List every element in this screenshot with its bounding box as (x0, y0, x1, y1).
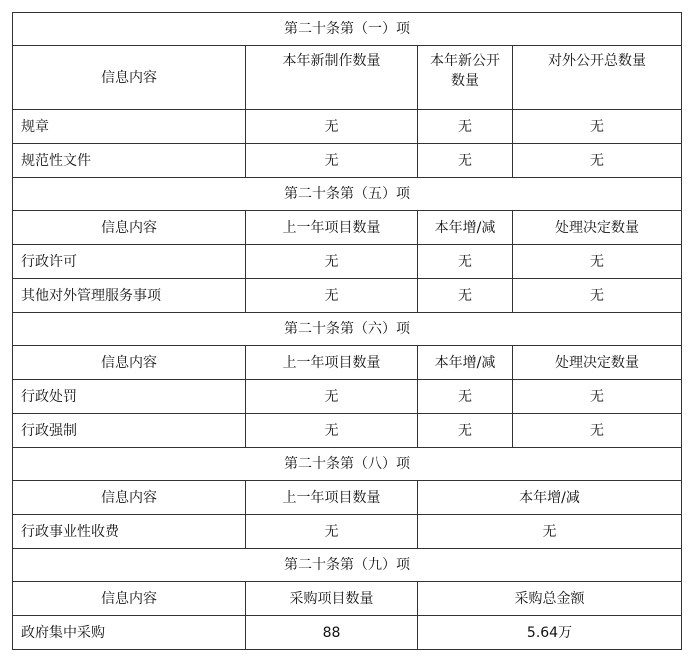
header-cell: 本年新公开数量 (418, 46, 513, 110)
header-row (13, 582, 682, 616)
section-title-row (13, 178, 682, 211)
header-cell: 处理决定数量 (513, 346, 682, 380)
header-cell: 上一年项目数量 (246, 211, 418, 245)
section-title: 第二十条第（五）项 (13, 178, 682, 211)
row-label: 行政强制 (13, 414, 246, 448)
table-row (13, 110, 682, 144)
row-label: 行政事业性收费 (13, 515, 246, 549)
row-label: 行政许可 (13, 245, 246, 279)
header-cell: 采购项目数量 (246, 582, 418, 616)
header-row (13, 481, 682, 515)
section-title-row (13, 549, 682, 582)
row-label: 其他对外管理服务事项 (13, 279, 246, 313)
table-cell: 无 (513, 144, 682, 178)
table-cell: 无 (513, 279, 682, 313)
header-cell: 信息内容 (13, 481, 246, 515)
table-row (13, 414, 682, 448)
table-cell: 无 (513, 414, 682, 448)
section-title-row (13, 448, 682, 481)
section-title: 第二十条第（八）项 (13, 448, 682, 481)
header-cell: 信息内容 (13, 211, 246, 245)
header-cell: 信息内容 (13, 346, 246, 380)
table-cell: 无 (418, 380, 513, 414)
table-cell: 无 (418, 414, 513, 448)
table-cell: 无 (418, 144, 513, 178)
header-cell: 处理决定数量 (513, 211, 682, 245)
table-cell: 无 (513, 380, 682, 414)
row-label: 规章 (13, 110, 246, 144)
table-cell: 无 (418, 245, 513, 279)
header-cell: 本年增/减 (418, 211, 513, 245)
table-cell: 无 (418, 110, 513, 144)
header-cell: 上一年项目数量 (246, 481, 418, 515)
table-row (13, 245, 682, 279)
table-cell: 无 (418, 279, 513, 313)
row-label: 行政处罚 (13, 380, 246, 414)
disclosure-table (12, 12, 682, 650)
header-cell: 本年新制作数量 (246, 46, 418, 110)
header-cell: 本年增/减 (418, 346, 513, 380)
header-cell: 信息内容 (13, 46, 246, 110)
table-cell: 无 (246, 380, 418, 414)
header-cell: 本年增/减 (418, 481, 682, 515)
table-cell: 5.64万 (418, 616, 682, 650)
section-title: 第二十条第（一）项 (13, 13, 682, 46)
table-cell: 无 (246, 515, 418, 549)
header-cell: 信息内容 (13, 582, 246, 616)
section-title: 第二十条第（六）项 (13, 313, 682, 346)
table-row (13, 380, 682, 414)
header-cell: 上一年项目数量 (246, 346, 418, 380)
header-cell: 采购总金额 (418, 582, 682, 616)
section-title: 第二十条第（九）项 (13, 549, 682, 582)
table-cell: 无 (418, 515, 682, 549)
section-title-row (13, 313, 682, 346)
header-row (13, 46, 682, 110)
header-row (13, 346, 682, 380)
table-row (13, 144, 682, 178)
table-row (13, 515, 682, 549)
section-title-row (13, 13, 682, 46)
table-cell: 无 (246, 414, 418, 448)
table-cell: 无 (246, 110, 418, 144)
table-cell: 无 (513, 110, 682, 144)
row-label: 规范性文件 (13, 144, 246, 178)
row-label: 政府集中采购 (13, 616, 246, 650)
table-cell: 无 (246, 279, 418, 313)
table-cell: 无 (513, 245, 682, 279)
table-row (13, 616, 682, 650)
table-cell: 无 (246, 245, 418, 279)
header-cell: 对外公开总数量 (513, 46, 682, 110)
table-cell: 88 (246, 616, 418, 650)
header-row (13, 211, 682, 245)
table-row (13, 279, 682, 313)
table-cell: 无 (246, 144, 418, 178)
